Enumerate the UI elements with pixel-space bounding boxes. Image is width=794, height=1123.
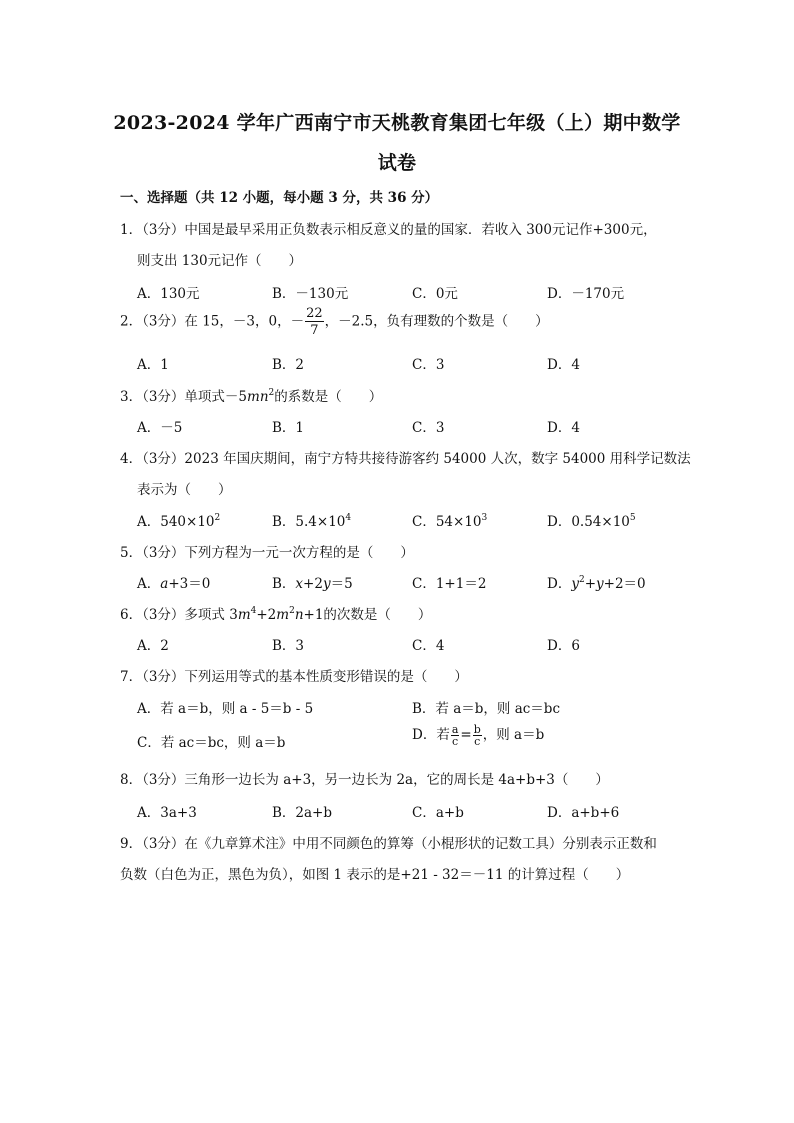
question-5-option-d bbox=[547, 572, 646, 592]
question-5-option-a bbox=[137, 572, 210, 592]
option-b-exponent: 4 bbox=[345, 513, 352, 523]
question-2-option-a: A．1 bbox=[137, 357, 169, 373]
expression-part: + bbox=[584, 576, 597, 592]
question-2-pre: 2．（3分）在 15，－3，0，－ bbox=[120, 313, 305, 330]
exponent: 2 bbox=[289, 606, 295, 616]
variable: a bbox=[160, 576, 169, 592]
option-label: D．若 bbox=[412, 727, 450, 743]
question-1-option-b: B．－130元 bbox=[272, 286, 349, 302]
question-2-option-b: B．2 bbox=[272, 357, 305, 373]
option-d-exponent: 5 bbox=[629, 513, 636, 523]
question-6-text bbox=[120, 603, 431, 623]
question-4-line2: 表示为（ ） bbox=[137, 482, 232, 498]
question-4-option-c bbox=[412, 510, 487, 530]
expression-part: +2 bbox=[303, 576, 323, 592]
question-1-line1: 1．（3分）中国是最早采用正负数表示相反意义的量的国家．若收入 300元记作+300元， bbox=[120, 222, 657, 238]
question-5-option-b bbox=[272, 572, 353, 592]
question-1-line2: 则支出 130元记作（ ） bbox=[137, 253, 303, 269]
question-1-option-a: A．130元 bbox=[137, 286, 200, 302]
question-4-line1: 4．（3分）2023 年国庆期间，南宁方特共接待游客约 54000 人次，数字 54000 用科学记数法 bbox=[120, 451, 691, 467]
question-2-fraction bbox=[305, 307, 324, 337]
question-7-option-a: A．若 a＝b，则 a - 5＝b - 5 bbox=[137, 701, 314, 717]
question-3-option-a: A．－5 bbox=[137, 420, 183, 436]
exponent: 4 bbox=[250, 606, 257, 616]
equals-sign: = bbox=[460, 727, 472, 743]
question-7-option-c: C．若 ac＝bc，则 a＝b bbox=[137, 735, 286, 751]
fraction-denominator: c bbox=[452, 735, 459, 748]
variable: y bbox=[322, 576, 331, 592]
question-1-option-c: C．0元 bbox=[412, 286, 458, 302]
expression-rest: +3＝0 bbox=[168, 576, 211, 592]
option-label: A． bbox=[137, 576, 161, 592]
question-3-exponent: 2 bbox=[268, 388, 275, 398]
question-3-option-b: B．1 bbox=[272, 420, 305, 436]
expression-rest: +2＝0 bbox=[603, 576, 646, 592]
option-label: B． bbox=[272, 576, 296, 592]
question-6-pre: 6．（3分）多项式 3 bbox=[120, 607, 238, 623]
variable: n bbox=[294, 607, 304, 623]
question-6-post: 的次数是（ ） bbox=[323, 607, 432, 623]
question-8-text: 8．（3分）三角形一边长为 a+3，另一边长为 2a，它的周长是 4a+b+3（ ） bbox=[120, 772, 609, 788]
option-conclusion: ，则 a＝b bbox=[482, 727, 545, 743]
question-8-option-d: D．a+b+6 bbox=[547, 805, 620, 821]
question-6-option-c: C．4 bbox=[412, 638, 445, 654]
fraction-numerator: a bbox=[451, 723, 459, 736]
question-7-text: 7．（3分）下列运用等式的基本性质变形错误的是（ ） bbox=[120, 669, 468, 685]
question-4-option-a bbox=[137, 510, 220, 530]
question-3-pre: 3．（3分）单项式－5 bbox=[120, 389, 248, 405]
exam-title-line2: 试卷 bbox=[377, 152, 417, 174]
question-5-option-c: C．1+1＝2 bbox=[412, 576, 487, 592]
option-c-base: C．54×10 bbox=[412, 514, 482, 530]
variable: y bbox=[571, 576, 579, 592]
fraction-numerator: 22 bbox=[306, 306, 323, 321]
question-8-option-a: A．3a+3 bbox=[137, 805, 197, 821]
fraction-a-over-c bbox=[451, 724, 460, 747]
expression-rest: ＝5 bbox=[330, 576, 353, 592]
question-6-option-a: A．2 bbox=[137, 638, 169, 654]
option-a-exponent: 2 bbox=[214, 513, 221, 523]
question-2-post: ，－2.5，负有理数的个数是（ ） bbox=[324, 313, 549, 330]
option-b-base: B．5.4×10 bbox=[272, 514, 346, 530]
exponent: 2 bbox=[578, 575, 585, 585]
question-3-text bbox=[120, 385, 382, 405]
fraction-denominator: 7 bbox=[310, 323, 319, 338]
question-1-option-d: D．－170元 bbox=[547, 286, 625, 302]
question-2-option-c: C．3 bbox=[412, 357, 445, 373]
question-3-variable: mn bbox=[247, 389, 269, 405]
option-c-exponent: 3 bbox=[481, 513, 488, 523]
question-9-line2: 负数（白色为正，黑色为负），如图 1 表示的是+21 - 32＝－11 的计算过程（ ） bbox=[120, 867, 630, 883]
fraction-denominator: c bbox=[474, 735, 481, 748]
variable: m bbox=[276, 607, 290, 623]
question-8-option-b: B．2a+b bbox=[272, 805, 333, 821]
question-3-option-d: D．4 bbox=[547, 420, 580, 436]
question-8-option-c: C．a+b bbox=[412, 805, 464, 821]
expression-part: +2 bbox=[256, 607, 277, 623]
option-a-base: A．540×10 bbox=[137, 514, 215, 530]
exam-title-line1: 2023-2024 学年广西南宁市天桃教育集团七年级（上）期中数学 bbox=[113, 112, 681, 134]
question-9-line1: 9．（3分）在《九章算术注》中用不同颜色的算筹（小棍形状的记数工具）分别表示正数和 bbox=[120, 836, 657, 852]
section-heading: 一、选择题（共 12 小题，每小题 3 分，共 36 分） bbox=[120, 190, 439, 206]
option-d-base: D．0.54×10 bbox=[547, 514, 630, 530]
expression-part: +1 bbox=[303, 607, 324, 623]
question-5-text: 5．（3分）下列方程为一元一次方程的是（ ） bbox=[120, 545, 414, 561]
variable: y bbox=[596, 576, 604, 592]
question-3-option-c: C．3 bbox=[412, 420, 445, 436]
question-6-option-b: B．3 bbox=[272, 638, 305, 654]
question-7-option-d bbox=[412, 723, 544, 747]
question-2-option-d: D．4 bbox=[547, 357, 580, 373]
question-2-text bbox=[120, 307, 549, 337]
question-6-option-d: D．6 bbox=[547, 638, 580, 654]
question-7-option-b: B．若 a＝b，则 ac＝bc bbox=[412, 701, 561, 717]
variable: m bbox=[237, 607, 251, 623]
question-3-post: 的系数是（ ） bbox=[274, 389, 383, 405]
fraction-b-over-c bbox=[473, 724, 482, 747]
question-4-option-d bbox=[547, 510, 636, 530]
fraction-numerator: b bbox=[473, 723, 481, 736]
option-label: D． bbox=[547, 576, 572, 592]
variable: x bbox=[295, 576, 304, 592]
question-4-option-b bbox=[272, 510, 351, 530]
